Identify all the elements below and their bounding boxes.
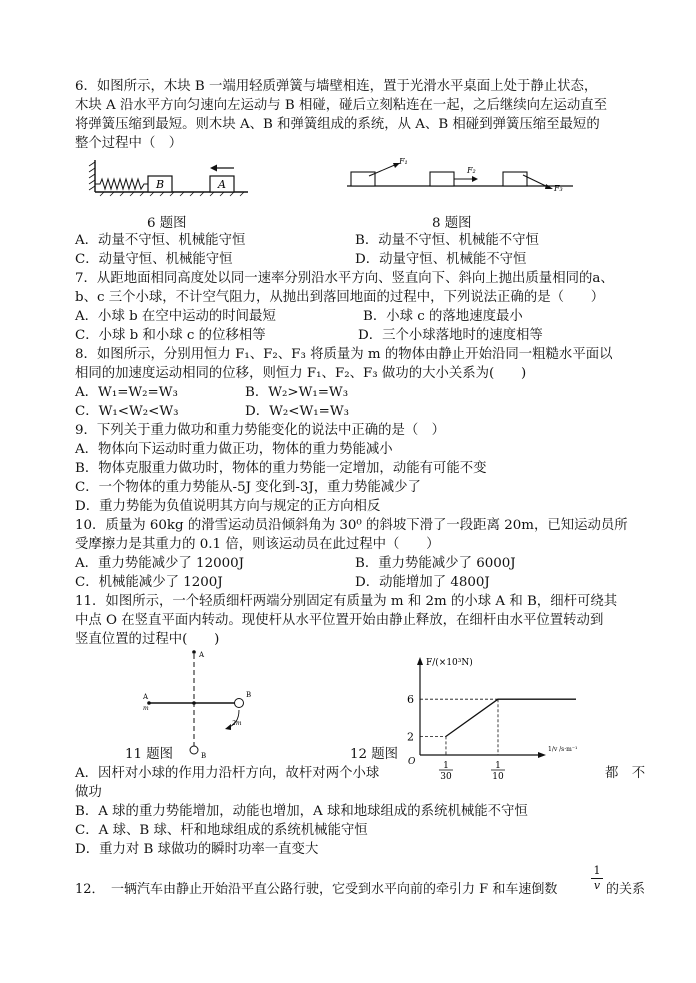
block-b-label: B bbox=[155, 178, 165, 191]
q7-option-b: B．小球 c 的落地速度最小 bbox=[363, 309, 523, 324]
chart-x-tick-2-num: 1 bbox=[495, 761, 501, 771]
q12-line-1-end: 的关系 bbox=[606, 882, 646, 897]
q11-option-d: D．重力对 B 球做功的瞬时功率一直变大 bbox=[75, 842, 319, 857]
q8-line-2: 相同的加速度运动相同的位移，则恒力 F₁、F₂、F₃ 做功的大小关系为( ) bbox=[75, 366, 527, 381]
fig8-block-3 bbox=[503, 172, 527, 186]
q9-line-1: 9．下列关于重力做功和重力势能变化的说法中正确的是（ ） bbox=[75, 423, 446, 438]
q11-option-b: B．A 球的重力势能增加，动能也增加，A 球和地球组成的系统机械能不守恒 bbox=[75, 804, 528, 819]
q10-option-a: A．重力势能减少了 12000J bbox=[75, 556, 245, 571]
q11-line-3: 竖直位置的过程中( ) bbox=[75, 632, 220, 647]
chart-x-axis-label: 1/v /s·m⁻¹ bbox=[548, 746, 578, 753]
q6-line-1: 6．如图所示，木块 B 一端用轻质弹簧与墙壁相连，置于光滑水平桌面上处于静止状态， bbox=[75, 79, 598, 94]
q6-option-a: A．动量不守恒、机械能守恒 bbox=[75, 233, 246, 248]
q11-option-a-end: 都 不 bbox=[605, 766, 646, 781]
fig8-f2-label: F₂ bbox=[467, 166, 476, 175]
q7-option-c: C．小球 b 和小球 c 的位移相等 bbox=[75, 328, 266, 343]
chart-series-line bbox=[446, 699, 576, 736]
q8-line-1: 8．如图所示，分别用恒力 F₁、F₂、F₃ 将质量为 m 的物体由静止开始沿同一粗糙水平面以 bbox=[75, 347, 613, 362]
q8-figure-caption: 8 题图 bbox=[432, 216, 472, 231]
q7-option-a: A．小球 b 在空中运动的时间最短 bbox=[75, 309, 276, 324]
q11-label-m: m bbox=[143, 705, 149, 712]
q8-option-b: B．W₂>W₁=W₃ bbox=[245, 385, 349, 400]
q9-option-d: D．重力势能为负值说明其方向与规定的正方向相反 bbox=[75, 499, 381, 514]
q11-label-a-left: A bbox=[143, 693, 149, 701]
chart-y-tick-6: 6 bbox=[407, 693, 414, 707]
velocity-arrow bbox=[210, 165, 217, 172]
q11-option-a-cont: 做功 bbox=[75, 785, 102, 800]
q6-option-d: D．动量守恒、机械能不守恒 bbox=[355, 252, 527, 267]
q9-option-c: C．一个物体的重力势能从-5J 变化到-3J，重力势能减少了 bbox=[75, 480, 421, 495]
q11-label-2m: 2m bbox=[232, 720, 242, 727]
q12-figure-caption: 12 题图 bbox=[350, 747, 399, 762]
q7-line-1: 7．从距地面相同高度处以同一速率分别沿水平方向、竖直向下、斜向上抛出质量相同的a、 bbox=[75, 271, 614, 286]
chart-x-tick-1-num: 1 bbox=[443, 761, 449, 771]
q11-option-c: C．A 球、B 球、杆和地球组成的系统机械能守恒 bbox=[75, 823, 368, 838]
q11-line-1: 11．如图所示，一个轻质细杆两端分别固定有质量为 m 和 2m 的小球 A 和 B，细杆可绕其 bbox=[75, 594, 618, 609]
q12-frac-num: 1 bbox=[593, 864, 601, 877]
q6-line-2: 木块 A 沿水平方向匀速向左运动与 B 相碰，碰后立刻粘连在一起，之后继续向左运动直至 bbox=[75, 98, 607, 113]
q8-option-d: D．W₂<W₁=W₃ bbox=[245, 404, 349, 419]
block-a-label: A bbox=[218, 178, 226, 191]
q10-option-c: C．机械能减少了 1200J bbox=[75, 575, 223, 590]
q8-option-a: A．W₁=W₂=W₃ bbox=[75, 385, 178, 400]
q11-line-2: 中点 O 在竖直平面内转动。现使杆从水平位置开始由静止释放，在细杆由水平位置转动到 bbox=[75, 613, 604, 628]
q7-line-2: b、c 三个小球，不计空气阻力，从抛出到落回地面的过程中，下列说法正确的是（ ） bbox=[75, 290, 605, 305]
fig8-f1-label: F₁ bbox=[399, 158, 408, 166]
q6-line-4: 整个过程中（ ） bbox=[75, 136, 183, 151]
q10-line-1: 10．质量为 60kg 的滑雪运动员沿倾斜角为 30⁰ 的斜坡下滑了一段距离 20m，已知运动员所 bbox=[75, 518, 628, 533]
spring bbox=[95, 179, 148, 189]
q11-figure bbox=[135, 648, 265, 758]
q11-option-a-start: A．因杆对小球的作用力沿杆方向，故杆对两个小球 bbox=[75, 766, 380, 781]
q8-figure bbox=[345, 158, 575, 198]
q10-line-2: 受摩擦力是其重力的 0.1 倍，则该运动员在此过程中（ ） bbox=[75, 537, 440, 552]
q8-option-c: C．W₁<W₂<W₃ bbox=[75, 404, 179, 419]
q9-option-b: B．物体克服重力做功时，物体的重力势能一定增加，动能有可能不变 bbox=[75, 461, 487, 476]
q6-figure-caption: 6 题图 bbox=[147, 216, 187, 231]
q9-option-a: A．物体向下运动时重力做正功，物体的重力势能减小 bbox=[75, 442, 393, 457]
q6-option-c: C．动量守恒、机械能守恒 bbox=[75, 252, 233, 267]
chart-y-tick-2: 2 bbox=[407, 730, 414, 744]
q6-line-3: 将弹簧压缩到最短。则木块 A、B 和弹簧组成的系统，从 A、B 相碰到弹簧压缩至最短的 bbox=[75, 117, 600, 132]
chart-x-tick-2-den: 10 bbox=[492, 772, 504, 780]
q10-option-b: B．重力势能减少了 6000J bbox=[355, 556, 516, 571]
q7-option-d: D．三个小球落地时的速度相等 bbox=[358, 328, 543, 343]
fig8-block-1 bbox=[351, 172, 375, 186]
q11-figure-caption: 11 题图 bbox=[125, 747, 174, 762]
chart-origin-label: O bbox=[408, 757, 416, 767]
q12-chart bbox=[390, 655, 580, 780]
q11-label-b-right: B bbox=[246, 691, 252, 699]
chart-x-tick-1-den: 30 bbox=[440, 772, 452, 780]
q6-figure bbox=[88, 158, 258, 198]
fig8-f3-label: F₃ bbox=[554, 184, 563, 193]
q11-label-b-bottom: B bbox=[201, 752, 207, 758]
q11-label-a-top: A bbox=[199, 651, 205, 659]
q6-option-b: B．动量不守恒、机械能不守恒 bbox=[355, 233, 539, 248]
q12-line-1: 12． 一辆汽车由静止开始沿平直公路行驶，它受到水平向前的牵引力 F 和车速倒数 bbox=[75, 882, 558, 897]
q12-frac-den: v bbox=[593, 879, 601, 892]
q10-option-d: D．动能增加了 4800J bbox=[355, 575, 490, 590]
fig8-block-2 bbox=[430, 172, 454, 186]
chart-y-axis-label: F/(×10³N) bbox=[426, 658, 473, 668]
